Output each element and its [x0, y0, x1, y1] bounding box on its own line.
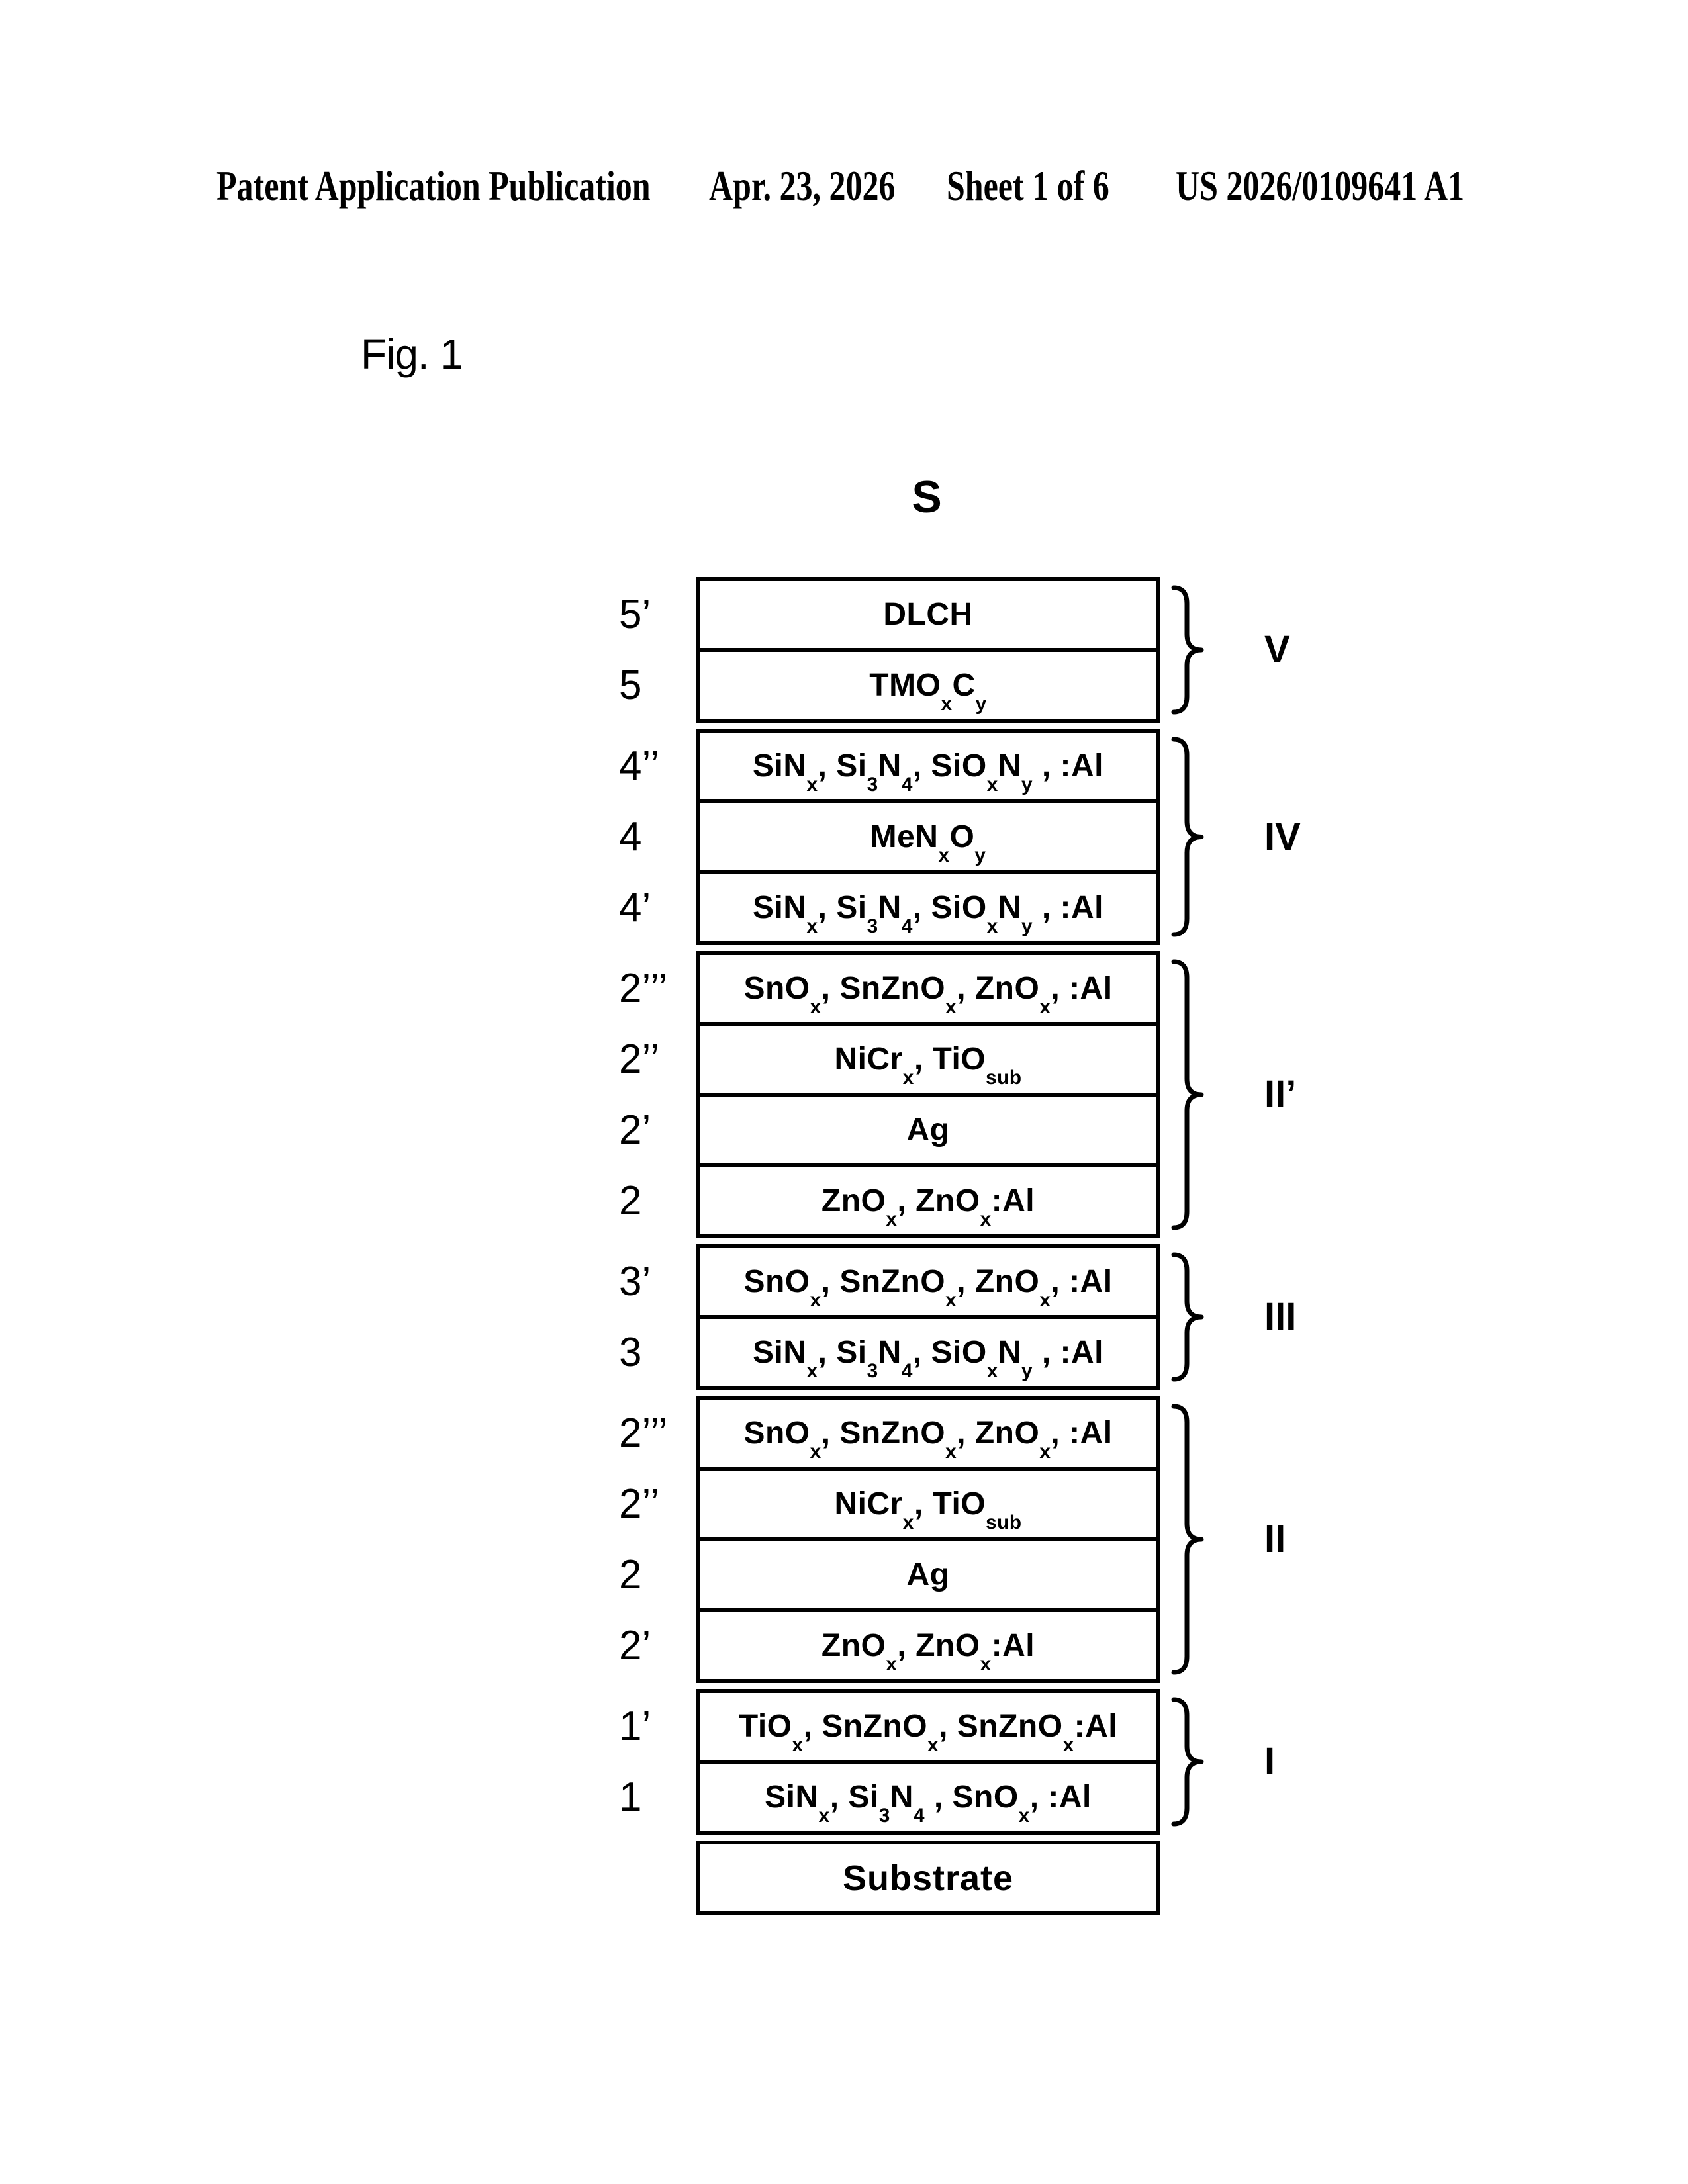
- layer-ref-label: 3’: [619, 1259, 651, 1304]
- header-title: Patent Application Publication: [216, 161, 651, 209]
- section-brace-icon: [1168, 737, 1207, 937]
- layer-text: TiO$_x$, SnZnO$_x$, SnZnO$_x$:Al: [738, 1709, 1118, 1756]
- stack-section-IV: [619, 729, 1301, 945]
- layer-row: [619, 870, 1156, 941]
- layer-row: [619, 581, 1156, 648]
- layer-row: [619, 1163, 1156, 1234]
- layer-text: Ag: [906, 1113, 950, 1148]
- layer-ref-label: 4’’: [619, 743, 659, 789]
- layer-row: [619, 733, 1156, 799]
- layer-ref-label: 2’: [619, 1623, 651, 1668]
- section-label: I: [1264, 1740, 1276, 1783]
- layer-ref-label: 2: [619, 1178, 642, 1224]
- section-brace-icon: [1168, 585, 1207, 715]
- layer-text: SiN$_x$, $Si_3N_4$, $SiO_xN_y$ , :Al: [753, 1335, 1103, 1382]
- layer-text: SiN$_x$, $Si_3N_4$, $SiO_xN_y$ , :Al: [753, 749, 1103, 796]
- stack-section-II: [619, 1396, 1286, 1683]
- layer-text: SnO$_x$, SnZnO$_x$, ZnO$_x$, :Al: [743, 1264, 1113, 1311]
- layer-ref-label: 4: [619, 814, 642, 860]
- section-brace-icon: [1168, 959, 1207, 1230]
- layer-row: [619, 1022, 1156, 1093]
- figure-label: Fig. 1: [361, 330, 463, 378]
- layer-row: [619, 1537, 1156, 1608]
- layer-text: Ag: [906, 1557, 950, 1592]
- layer-ref-label: 2’’’: [619, 966, 668, 1011]
- layer-text: NiCr$_x$, TiO$_{sub}$: [834, 1042, 1022, 1089]
- layer-text: NiCr$_x$, TiO$_{sub}$: [834, 1486, 1022, 1533]
- header-sheet-number: Sheet 1 of 6: [947, 161, 1109, 209]
- layer-ref-label: 5: [619, 662, 642, 708]
- substrate-box: [696, 1841, 1160, 1915]
- header-date: Apr. 23, 2026: [709, 161, 896, 209]
- layer-text: $TMO_xC_y$: [869, 668, 987, 715]
- layer-ref-label: 2’: [619, 1107, 651, 1153]
- stack-section-IIp: [619, 951, 1297, 1238]
- layer-row: [619, 1315, 1156, 1386]
- section-label: III: [1264, 1295, 1297, 1338]
- section-label: V: [1264, 628, 1290, 671]
- substrate-row: [700, 1844, 1156, 1911]
- section-label: II: [1264, 1518, 1286, 1561]
- layer-row: [619, 648, 1156, 719]
- layer-row: [619, 955, 1156, 1022]
- layer-text: SnO$_x$, SnZnO$_x$, ZnO$_x$, :Al: [743, 1416, 1113, 1463]
- stack-title-label: S: [912, 472, 942, 522]
- layer-text: $MeN_xO_y$: [870, 819, 986, 866]
- layer-row: [619, 799, 1156, 870]
- layer-ref-label: 1: [619, 1774, 642, 1820]
- section-brace-icon: [1168, 1697, 1207, 1827]
- layer-row: [619, 1760, 1156, 1831]
- header-publication-number: US 2026/0109641 A1: [1176, 161, 1465, 209]
- section-brace-icon: [1168, 1252, 1207, 1382]
- layer-ref-label: 3: [619, 1330, 642, 1375]
- stack-section-V: [619, 577, 1290, 723]
- layer-text: SiN$_x$, $Si_3N_4$, $SiO_xN_y$ , :Al: [753, 890, 1103, 937]
- layer-row: [619, 1608, 1156, 1679]
- layer-ref-label: 5’: [619, 592, 651, 637]
- layer-text: ZnO$_x$, ZnO$_x$:Al: [821, 1183, 1035, 1230]
- section-brace-icon: [1168, 1404, 1207, 1675]
- layer-row: [619, 1093, 1156, 1163]
- layer-ref-label: 2’’: [619, 1481, 659, 1527]
- layer-row: [619, 1248, 1156, 1315]
- layer-ref-label: 4’: [619, 885, 651, 931]
- layer-row: [619, 1467, 1156, 1537]
- section-label: II’: [1264, 1073, 1297, 1116]
- layer-text: SnO$_x$, SnZnO$_x$, ZnO$_x$, :Al: [743, 971, 1113, 1018]
- section-label: IV: [1264, 815, 1301, 858]
- layer-row: [619, 1400, 1156, 1467]
- layer-ref-label: 2’’’: [619, 1410, 668, 1456]
- layer-text: ZnO$_x$, ZnO$_x$:Al: [821, 1628, 1035, 1675]
- substrate-label: Substrate: [842, 1858, 1014, 1898]
- layer-row: [619, 1693, 1156, 1760]
- layer-text: DLCH: [883, 597, 973, 632]
- layer-text: SiN$_x$, $Si_3N_4$ , SnO$_x$, :Al: [765, 1780, 1092, 1827]
- layer-ref-label: 2: [619, 1552, 642, 1598]
- layer-ref-label: 1’: [619, 1704, 651, 1749]
- layer-ref-label: 2’’: [619, 1036, 659, 1082]
- stack-section-III: [619, 1244, 1297, 1390]
- stack-section-I: [619, 1689, 1276, 1835]
